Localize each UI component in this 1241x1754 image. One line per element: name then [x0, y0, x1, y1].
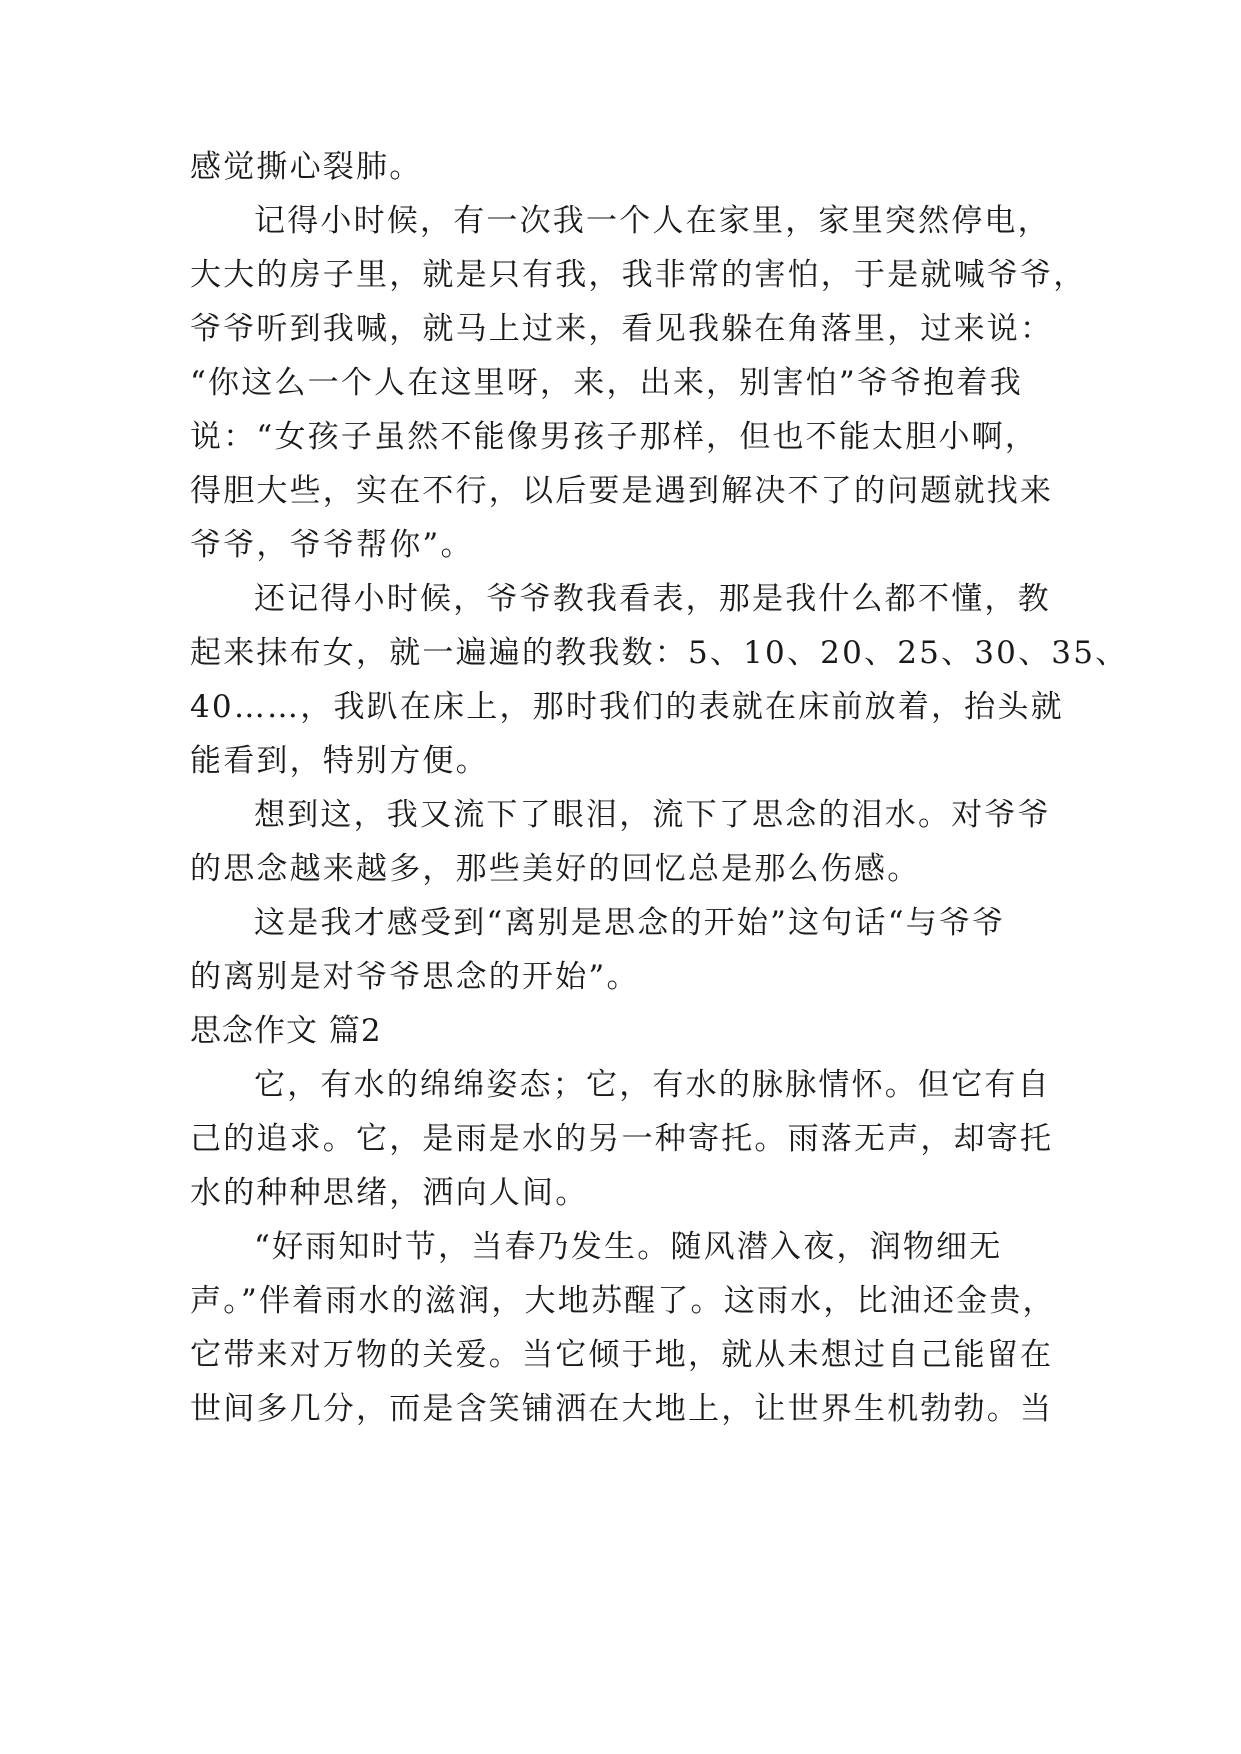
paragraph-line: 它，有水的绵绵姿态；它，有水的脉脉情怀。但它有自 [254, 1067, 1051, 1103]
paragraph-line: 这是我才感受到“离别是思念的开始”这句话“与爷爷 [254, 905, 1006, 941]
paragraph-line: 得胆大些，实在不行，以后要是遇到解决不了的问题就找来 [190, 473, 1054, 509]
paragraph-line: 说：“女孩子虽然不能像男孩子那样，但也不能太胆小啊， [190, 419, 1039, 455]
paragraph-line: 爷爷听到我喊，就马上过来，看见我躲在角落里，过来说： [190, 311, 1054, 347]
paragraph-line: 大大的房子里，就是只有我，我非常的害怕，于是就喊爷爷， [190, 257, 1087, 293]
paragraph-line: 爷爷，爷爷帮你”。 [190, 527, 474, 563]
paragraph-line: 的离别是对爷爷思念的开始”。 [190, 959, 640, 995]
paragraph-line: “你这么一个人在这里呀，来，出来，别害怕”爷爷抱着我 [190, 365, 1023, 401]
section-heading: 思念作文 篇2 [190, 1013, 382, 1049]
paragraph-line: 40……，我趴在床上，那时我们的表就在床前放着，抬头就 [190, 689, 1064, 725]
paragraph-line: 水的种种思绪，洒向人间。 [190, 1175, 589, 1211]
paragraph-line: 感觉撕心裂肺。 [190, 149, 423, 185]
paragraph-line: 世间多几分，而是含笑铺洒在大地上，让世界生机勃勃。当 [190, 1391, 1054, 1427]
paragraph-line: 起来抹布女，就一遍遍的教我数：5、10、20、25、30、35、 [190, 635, 1129, 671]
paragraph-line: 己的追求。它，是雨是水的另一种寄托。雨落无声，却寄托 [190, 1121, 1054, 1157]
paragraph-line: 的思念越来越多，那些美好的回忆总是那么伤感。 [190, 851, 921, 887]
paragraph-line: 想到这，我又流下了眼泪，流下了思念的泪水。对爷爷 [254, 797, 1051, 833]
paragraph-line: 声。”伴着雨水的滋润，大地苏醒了。这雨水，比油还金贵， [190, 1283, 1056, 1319]
paragraph-line: “好雨知时节，当春乃发生。随风潜入夜，润物细无 [254, 1229, 1003, 1265]
paragraph-line: 还记得小时候，爷爷教我看表，那是我什么都不懂，教 [254, 581, 1051, 617]
paragraph-line: 它带来对万物的关爱。当它倾于地，就从未想过自己能留在 [190, 1337, 1054, 1373]
paragraph-line: 能看到，特别方便。 [190, 743, 489, 779]
paragraph-line: 记得小时候，有一次我一个人在家里，家里突然停电， [254, 203, 1051, 239]
